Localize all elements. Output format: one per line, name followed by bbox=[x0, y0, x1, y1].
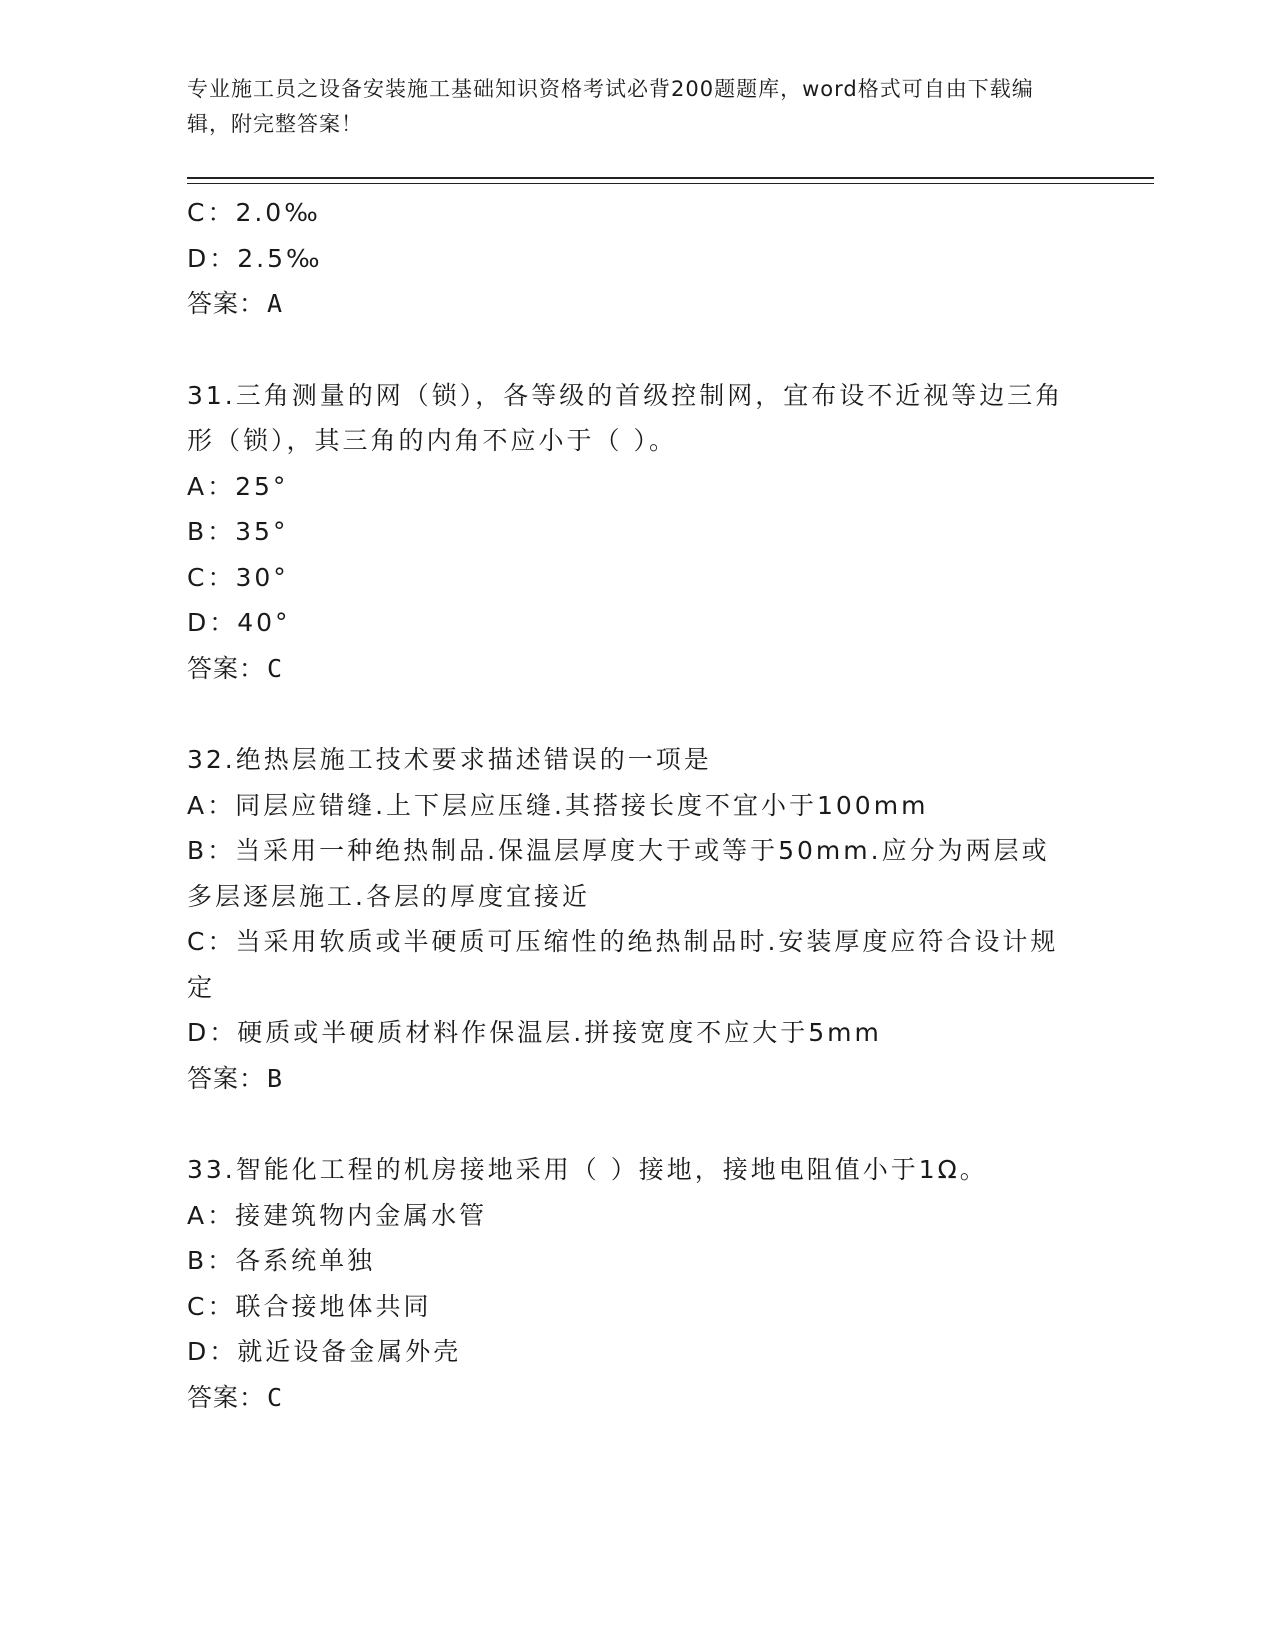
question-31 bbox=[187, 373, 1087, 692]
document-header bbox=[187, 72, 1067, 142]
spacer bbox=[187, 327, 1087, 373]
question-33 bbox=[187, 1147, 1087, 1420]
question-title: 32.绝热层施工技术要求描述错误的一项是 bbox=[187, 745, 712, 774]
answer-line bbox=[187, 1375, 1087, 1421]
option-d: D：40° bbox=[187, 608, 291, 637]
option-c: C：2.0‰ bbox=[187, 198, 321, 227]
header-rule-thick bbox=[187, 177, 1154, 179]
question-list bbox=[187, 190, 1087, 1420]
answer-value: C bbox=[267, 1382, 284, 1412]
option-d: D：硬质或半硬质材料作保温层.拼接宽度不应大于5mm bbox=[187, 1018, 882, 1047]
answer-line bbox=[187, 646, 1087, 692]
header-text: 专业施工员之设备安装施工基础知识资格考试必背200题题库，word格式可自由下载编辑，附完整答案！ bbox=[187, 77, 1034, 136]
option-a: A：同层应错缝.上下层应压缝.其搭接长度不宜小于100mm bbox=[187, 790, 929, 820]
option-c: C：联合接地体共同 bbox=[187, 1291, 432, 1321]
question-title: 33.智能化工程的机房接地采用（ ）接地，接地电阻值小于1Ω。 bbox=[187, 1155, 988, 1184]
option-c: C：当采用软质或半硬质可压缩性的绝热制品时.安装厚度应符合设计规定 bbox=[187, 927, 1059, 1002]
option-b: B：各系统单独 bbox=[187, 1246, 376, 1275]
answer-line bbox=[187, 1056, 1087, 1102]
option-c: C：30° bbox=[187, 562, 289, 592]
question-32 bbox=[187, 737, 1087, 1101]
answer-label: 答案： bbox=[187, 1382, 266, 1412]
answer-value: B bbox=[267, 1063, 284, 1093]
option-d: D：2.5‰ bbox=[187, 243, 323, 273]
header-rule-thin bbox=[187, 183, 1154, 184]
answer-line bbox=[187, 281, 1087, 327]
answer-label: 答案： bbox=[187, 289, 266, 318]
option-b: B：35° bbox=[187, 517, 289, 546]
spacer bbox=[187, 691, 1087, 737]
spacer bbox=[187, 1101, 1087, 1147]
answer-label: 答案： bbox=[187, 653, 266, 683]
option-d: D：就近设备金属外壳 bbox=[187, 1337, 462, 1366]
option-a: A：25° bbox=[187, 471, 289, 501]
option-a: A：接建筑物内金属水管 bbox=[187, 1200, 488, 1230]
option-b: B：当采用一种绝热制品.保温层厚度大于或等于50mm.应分为两层或多层逐层施工.各层的厚度宜接近 bbox=[187, 836, 1050, 911]
question-title: 31.三角测量的网（锁），各等级的首级控制网，宜布设不近视等边三角形（锁），其三角的内角不应小于（ ）。 bbox=[187, 380, 1064, 455]
answer-value: A bbox=[267, 289, 284, 318]
answer-value: C bbox=[267, 653, 284, 683]
prev-question-block bbox=[187, 190, 1087, 327]
answer-label: 答案： bbox=[187, 1063, 266, 1093]
